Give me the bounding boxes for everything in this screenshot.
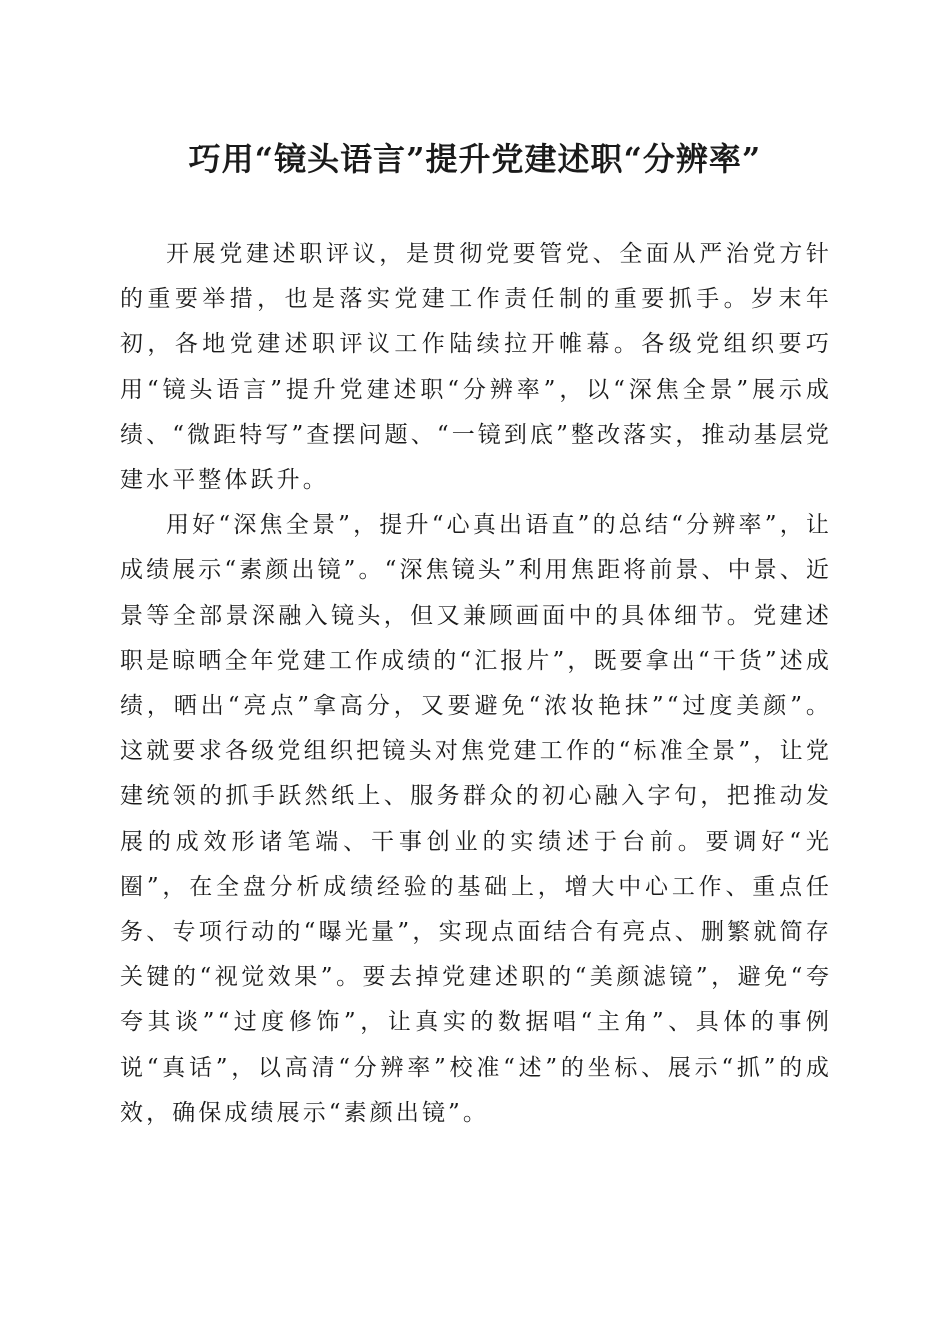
document-title: 巧用“镜头语言”提升党建述职“分辨率” [188, 140, 762, 178]
paragraph-intro: 开展党建述职评议，是贯彻党要管党、全面从严治党方针的重要举措，也是落实党建工作责任制的重要抓手。岁末年初，各地党建述职评议工作陆续拉开帷幕。各级党组织要巧用“镜头语言”提升党建述职“分辨率”，以“深焦全景”展示成绩、“微距特写”查摆问题、“一镜到底”整改落实，推动基层党建水平整体跃升。 [120, 241, 832, 494]
document-body [120, 232, 832, 1136]
paragraph-deep-focus: 用好“深焦全景”，提升“心真出语直”的总结“分辨率”，让成绩展示“素颜出镜”。“深焦镜头”利用焦距将前景、中景、近景等全部景深融入镜头，但又兼顾画面中的具体细节。党建述职是晾晒全年党建工作成绩的“汇报片”，既要拿出“干货”述成绩，晒出“亮点”拿高分，又要避免“浓妆艳抹”“过度美颜”。这就要求各级党组织把镜头对焦党建工作的“标准全景”，让党建统领的抓手跃然纸上、服务群众的初心融入字句，把推动发展的成效形诸笔端、干事创业的实绩述于台前。要调好“光圈”，在全盘分析成绩经验的基础上，增大中心工作、重点任务、专项行动的“曝光量”，实现点面结合有亮点、删繁就简存关键的“视觉效果”。要去掉党建述职的“美颜滤镜”，避免“夸夸其谈”“过度修饰”，让真实的数据唱“主角”、具体的事例说“真话”，以高清“分辨率”校准“述”的坐标、展示“抓”的成效，确保成绩展示“素颜出镜”。 [120, 512, 832, 1126]
